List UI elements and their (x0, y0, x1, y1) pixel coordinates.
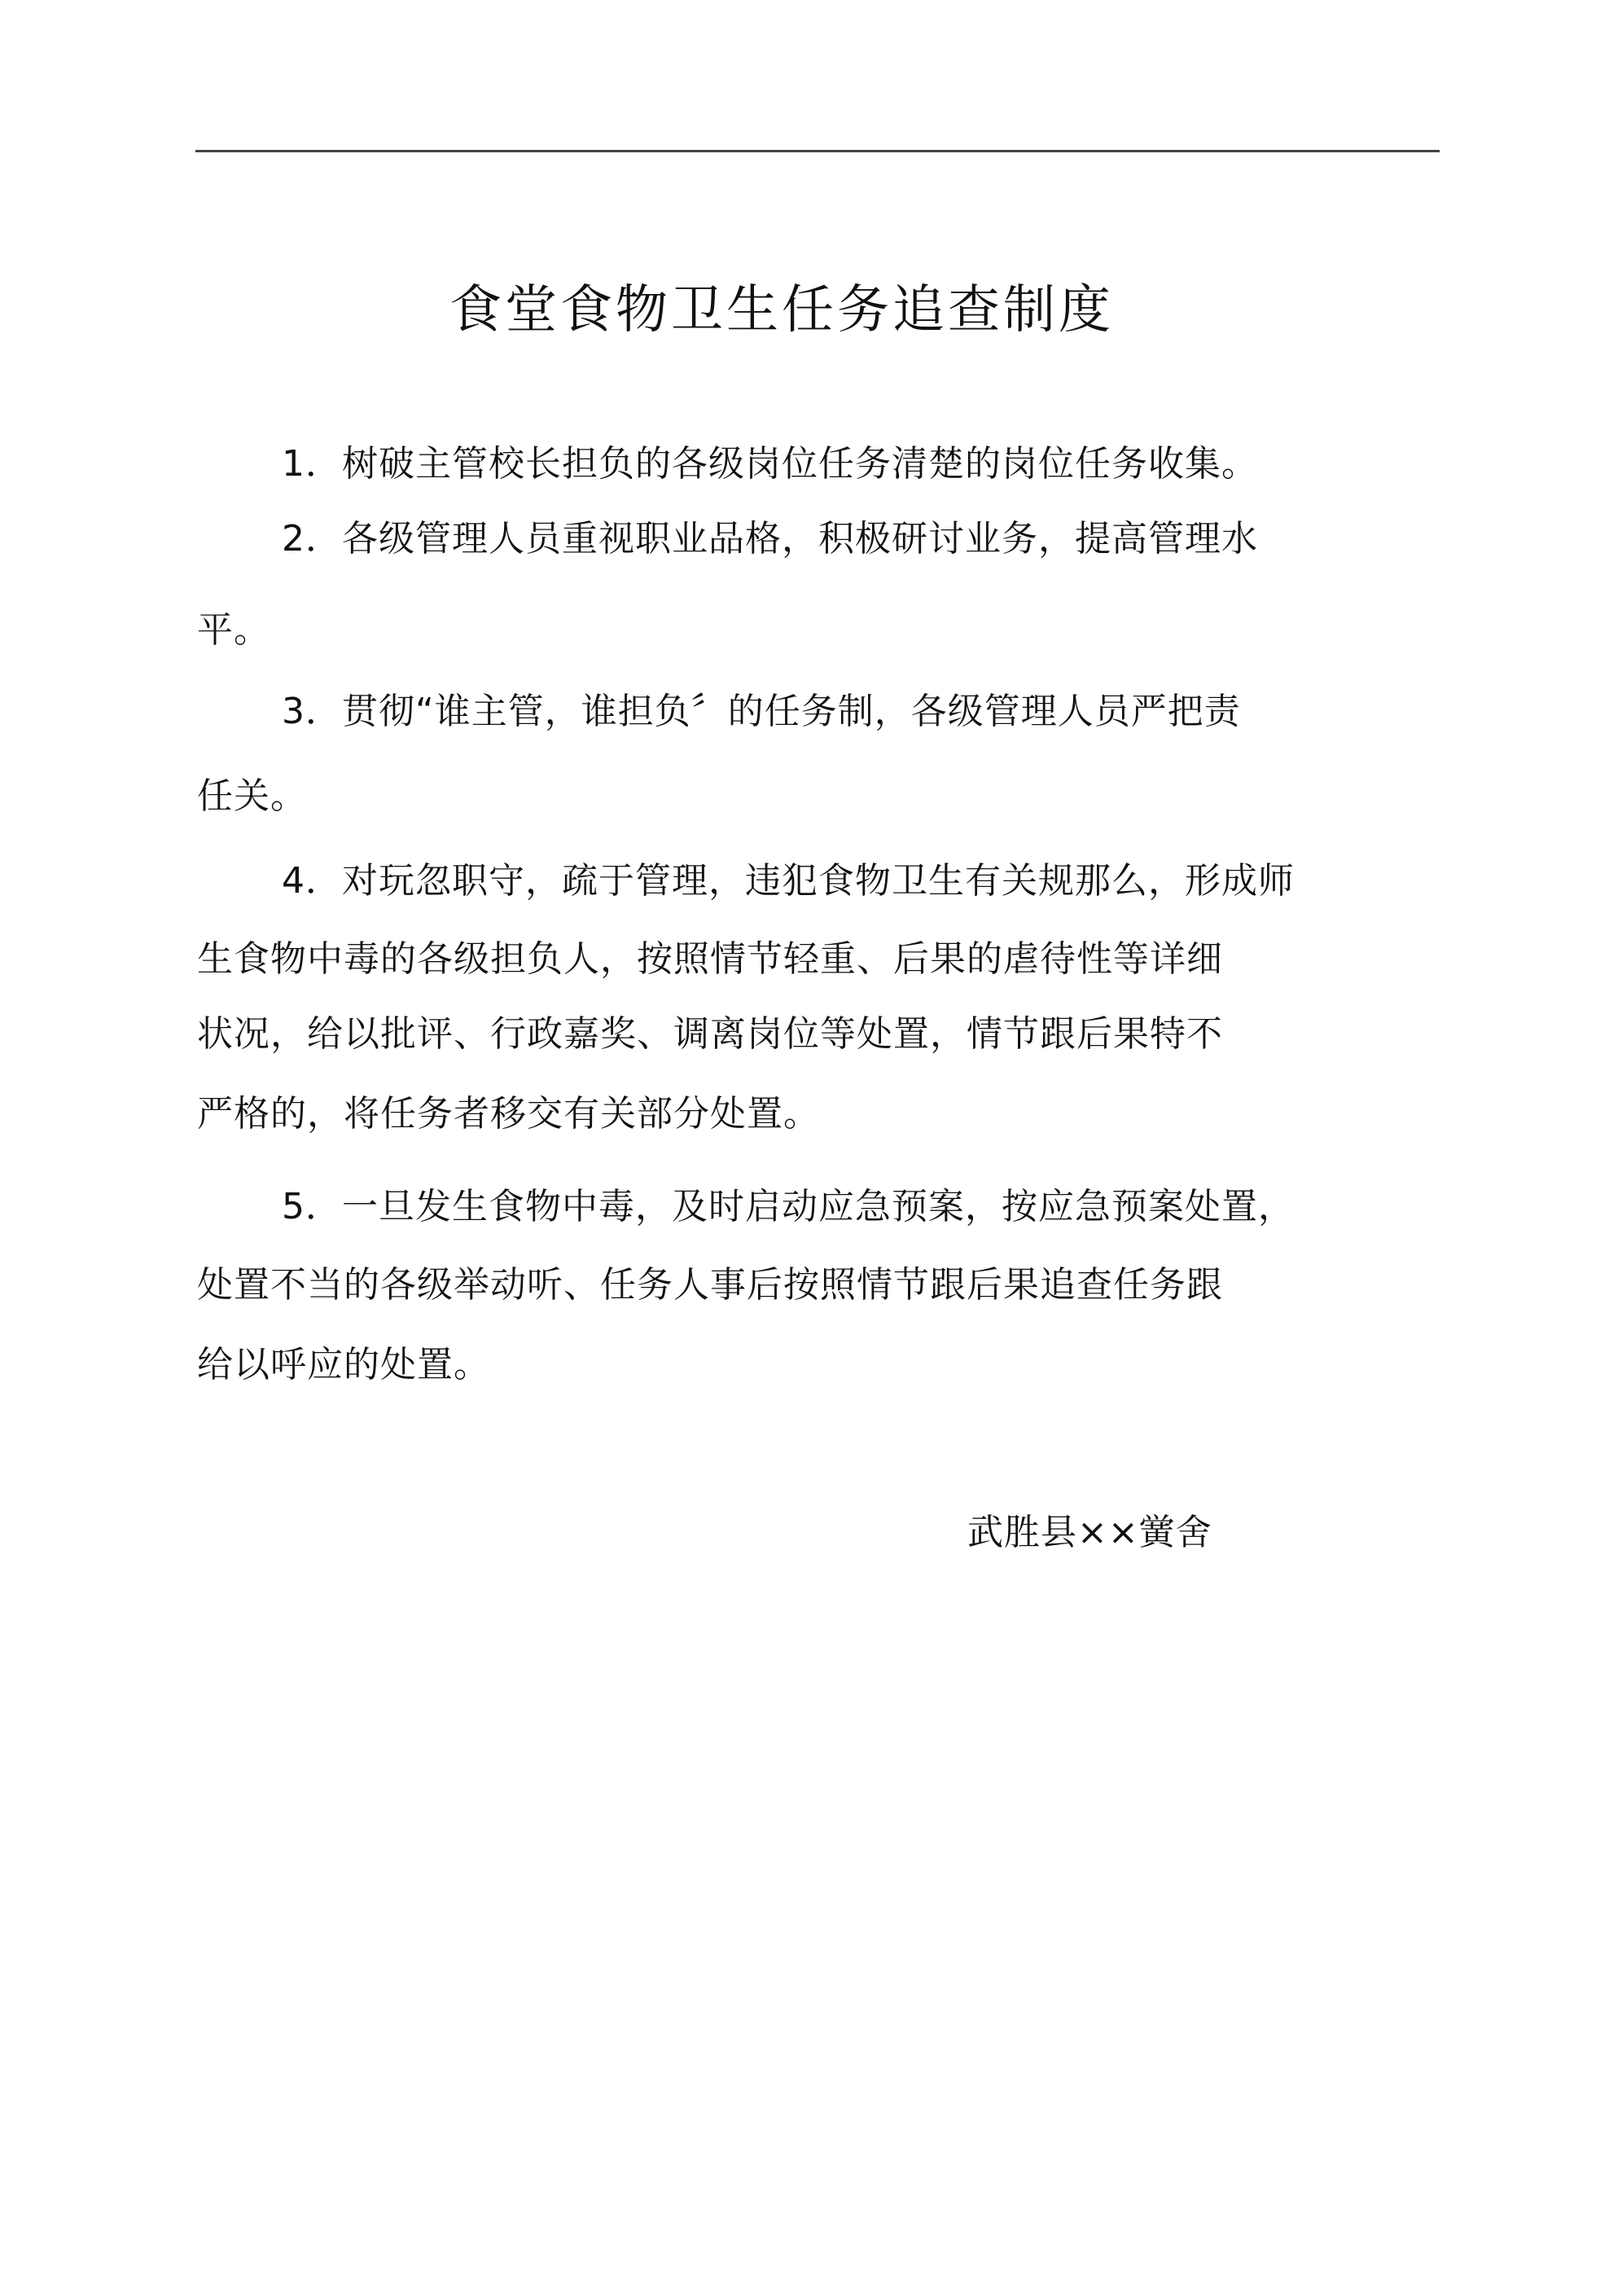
signature: 武胜县××黉舍 (967, 1512, 1212, 1553)
header-rule (195, 150, 1440, 152)
item-4-line-2: 生食物中毒的各级担负人，按照情节轻重、后果的虐待性等详细 (197, 938, 1223, 980)
item-2-line-1: 2．各级管理人员重视职业品格，积极研讨业务，提高管理水 (282, 518, 1258, 560)
item-4-line-3: 状况，给以批评、行政嘉奖、调离岗位等处置，情节跟后果特不 (197, 1013, 1223, 1055)
item-1-line-1: 1．树破主管校长担负的各级岗位任务清楚的岗位任务收集。 (282, 443, 1258, 485)
item-3-line-2: 任关。 (197, 775, 307, 817)
item-4-line-1: 4．对玩忽职守，疏于管理，违犯食物卫生有关规那么，形成师 (282, 860, 1295, 902)
item-3-line-1: 3．贯彻“谁主管，谁担负〞的任务制，各级管理人员严把责 (282, 691, 1241, 732)
document-title: 食堂食物卫生任务追查制度 (449, 280, 1114, 340)
item-4-line-4: 严格的，将任务者移交有关部分处置。 (197, 1093, 820, 1135)
item-5-line-2: 处置不当的各级举动听、任务人事后按照情节跟后果追查任务跟 (197, 1264, 1223, 1306)
item-5-line-3: 给以呼应的处置。 (197, 1344, 490, 1385)
item-5-line-1: 5．一旦发生食物中毒，及时启动应急预案，按应急预案处置， (282, 1186, 1295, 1227)
item-2-line-2: 平。 (197, 609, 270, 651)
